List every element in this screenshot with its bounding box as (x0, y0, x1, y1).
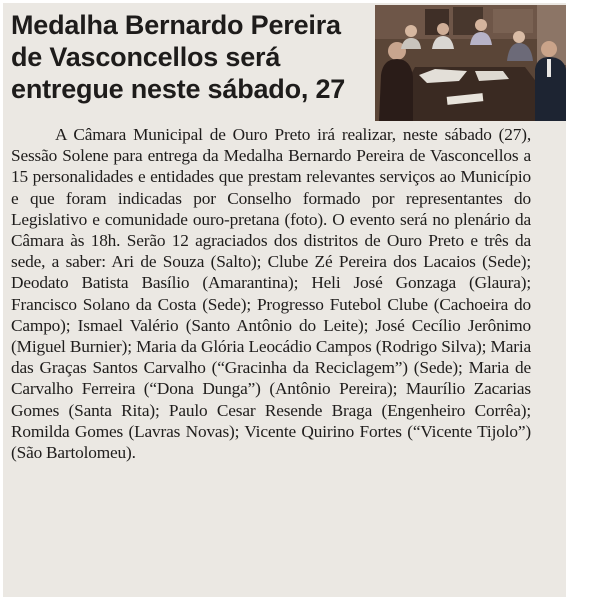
article-body: A Câmara Municipal de Ouro Preto irá realizar, neste sábado (27), Sessão Solene para entrega da Medalha Bernardo Pereira de Vasconcellos a 15 personalidades e entidades que prestam relevantes serviços ao Município e que foram indicadas por Conselho formado por representantes do Legislativo e comunidade ouro-pretana (foto). O evento será no plenário da Câmara às 18h. Serão 12 agraciados dos distritos de Ouro Preto e três da sede, a saber: Ari de Souza (Salto); Clube Zé Pereira dos Lacaios (Sede); Deodato Batista Basílio (Amarantina); Heli José Gonzaga (Glaura); Francisco Solano da Costa (Sede); Progresso Futebol Clube (Cachoeira do Campo); Ismael Valério (Santo Antônio do Leite); José Cecílio Jerônimo (Miguel Burnier); Maria da Glória Leocádio Campos (Rodrigo Silva); Maria das Graças Santos Carvalho (“Gracinha da Reciclagem”) (Sede); Maria de Carvalho Ferreira (“Dona Dunga”) (Antônio Pereira); Maurílio Zacarias Gomes (Santa Rita); Paulo Cesar Resende Braga (Engenheiro Corrêa); Romilda Gomes (Lavras Novas); Vicente Quirino Fortes (“Vicente Tijolo”) (São Bartolomeu). (11, 125, 531, 463)
article-photo (375, 5, 566, 121)
article-headline: Medalha Bernardo Pereira de Vasconcellos será entregue neste sábado, 27 (11, 10, 346, 104)
newspaper-clipping (3, 3, 566, 597)
meeting-photo-image (375, 5, 566, 121)
